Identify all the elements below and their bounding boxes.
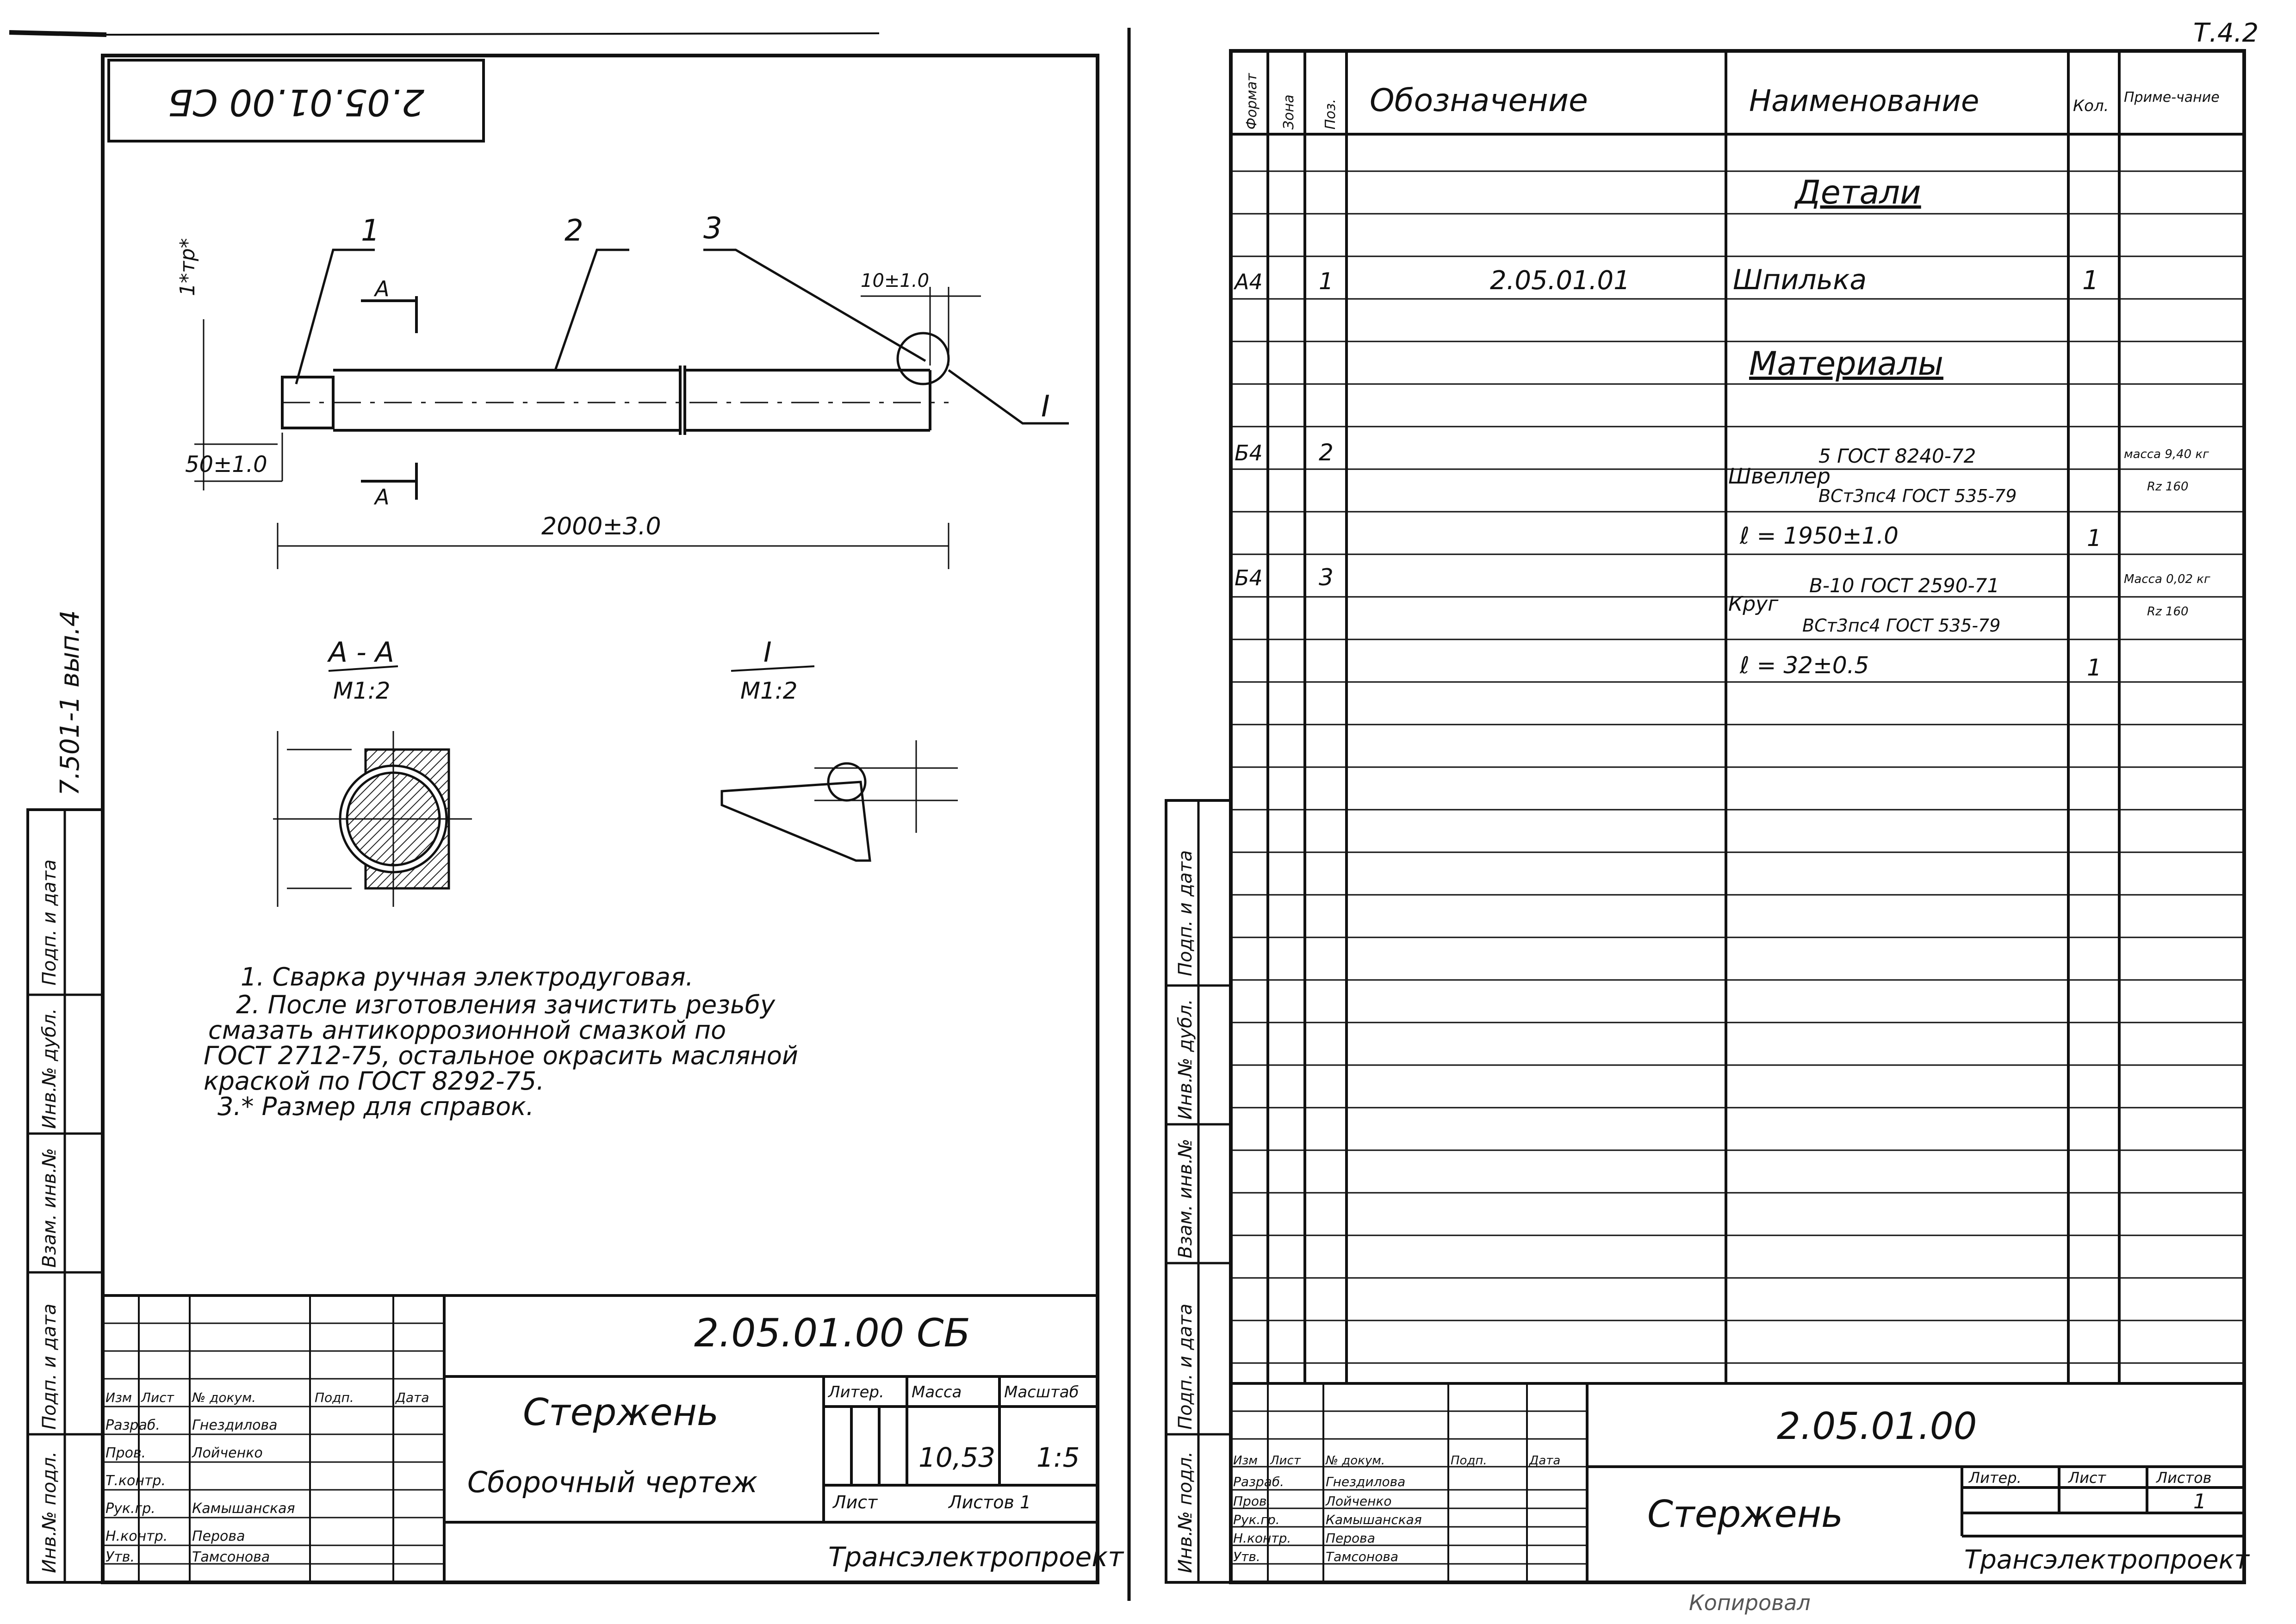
right-side-labels	[1175, 850, 1196, 1573]
svg-text:Изм: Изм	[105, 1390, 132, 1405]
svg-text:Круг: Круг	[1728, 592, 1779, 616]
svg-text:Тамсонова: Тамсонова	[1326, 1549, 1399, 1564]
svg-text:Рук.гр.: Рук.гр.	[1233, 1512, 1280, 1527]
svg-text:Разраб.: Разраб.	[1233, 1474, 1285, 1489]
svg-text:2: 2	[1319, 439, 1334, 466]
spec-row	[1233, 264, 2099, 296]
svg-text:Дата: Дата	[1529, 1454, 1561, 1468]
right-tb-org: Трансэлектропроект	[1964, 1545, 2250, 1575]
svg-text:Перова: Перова	[192, 1528, 245, 1544]
svg-text:Инв.№ подл.: Инв.№ подл.	[39, 1451, 60, 1573]
section-mark-top: А	[375, 276, 390, 301]
note-line: смазать антикоррозионной смазкой по	[208, 1016, 726, 1045]
left-tb-mass: 10,53	[918, 1442, 996, 1473]
dim-weld: 10±1.0	[861, 270, 930, 291]
svg-text:№ докум.: № докум.	[192, 1390, 256, 1405]
right-tb-roles	[1233, 1474, 1291, 1564]
note-line: ГОСТ 2712-75, остальное окрасить масляной	[204, 1041, 798, 1070]
section-mark-bottom: А	[375, 484, 390, 509]
left-tb-doctype: Сборочный чертеж	[467, 1465, 758, 1499]
svg-text:Наименование: Наименование	[1749, 84, 1980, 118]
right-tb-people	[1325, 1474, 1422, 1564]
left-tb-code: 2.05.01.00 СБ	[694, 1310, 971, 1356]
left-tb-headers	[105, 1390, 429, 1405]
note-line: 3.* Размер для справок.	[217, 1092, 534, 1121]
svg-text:Кол.: Кол.	[2073, 97, 2109, 115]
right-tb-code: 2.05.01.00	[1777, 1405, 1977, 1448]
svg-text:А4: А4	[1235, 269, 1263, 294]
note-line: 2. После изготовления зачистить резьбу	[236, 990, 776, 1019]
svg-text:Подп. и дата: Подп. и дата	[1175, 1303, 1196, 1430]
svg-text:Подп. и дата: Подп. и дата	[39, 859, 60, 986]
svg-text:ВСт3пс4 ГОСТ 535-79: ВСт3пс4 ГОСТ 535-79	[1818, 486, 2017, 506]
svg-text:5 ГОСТ 8240-72: 5 ГОСТ 8240-72	[1818, 445, 1976, 467]
svg-text:Разраб.: Разраб.	[105, 1417, 160, 1433]
svg-text:Подп. и дата: Подп. и дата	[1175, 850, 1196, 976]
note-line: 1. Сварка ручная электродуговая.	[241, 962, 694, 992]
svg-text:Инв.№ дубл.: Инв.№ дубл.	[39, 1008, 60, 1129]
svg-text:Лист: Лист	[1270, 1454, 1301, 1468]
svg-text:Подп. и дата: Подп. и дата	[39, 1303, 60, 1430]
svg-text:Утв.: Утв.	[105, 1549, 135, 1565]
svg-text:3: 3	[1319, 564, 1334, 591]
left-side-labels	[39, 860, 60, 1573]
svg-text:Формат: Формат	[1244, 73, 1260, 130]
svg-text:Т.контр.: Т.контр.	[105, 1473, 166, 1489]
svg-text:Инв.№ дубл.: Инв.№ дубл.	[1175, 999, 1196, 1120]
svg-text:Пров.: Пров.	[1233, 1494, 1271, 1509]
spec-table-grid	[1231, 51, 2244, 1383]
spec-row	[1235, 439, 2209, 506]
svg-text:1: 1	[2087, 654, 2102, 681]
right-tb-sheet: Лист	[2068, 1469, 2106, 1487]
section-scale: М1:2	[333, 677, 391, 704]
right-tb-litera: Литер.	[1969, 1469, 2022, 1487]
svg-text:ℓ = 32±0.5: ℓ = 32±0.5	[1740, 652, 1869, 679]
svg-text:Пров.: Пров.	[105, 1445, 146, 1461]
svg-text:Гнездилова: Гнездилова	[192, 1417, 278, 1433]
spec-row	[1739, 652, 2102, 681]
corner-mark: Т.4.2	[2193, 18, 2259, 48]
svg-text:Дата: Дата	[396, 1390, 429, 1405]
right-tb-name: Стержень	[1647, 1493, 1843, 1536]
detail-scale: М1:2	[740, 677, 798, 704]
right-tb-headers	[1233, 1454, 1560, 1468]
svg-text:Rz 160: Rz 160	[2147, 480, 2189, 494]
svg-text:1: 1	[2082, 266, 2099, 296]
svg-text:Н.контр.: Н.контр.	[105, 1528, 168, 1544]
spec-headers	[1244, 73, 2220, 130]
left-tb-sheets: Листов 1	[949, 1492, 1031, 1512]
svg-text:Зона: Зона	[1281, 94, 1297, 130]
leader-2: 2	[565, 214, 583, 248]
left-tb-mass-label: Масса	[912, 1383, 962, 1401]
left-tb-name: Стержень	[523, 1391, 719, 1434]
dim-total: 2000±3.0	[541, 513, 661, 540]
dim-sym: 1*тр*	[176, 238, 199, 296]
svg-text:Перова: Перова	[1326, 1531, 1375, 1546]
svg-text:ВСт3пс4 ГОСТ 535-79: ВСт3пс4 ГОСТ 535-79	[1802, 615, 2001, 636]
leader-3: 3	[703, 211, 722, 246]
svg-text:Утв.: Утв.	[1233, 1549, 1260, 1564]
svg-text:Подп.: Подп.	[1451, 1454, 1487, 1468]
rotated-code: 2.05.01.00 СБ	[168, 81, 425, 123]
svg-text:Рук.гр.: Рук.гр.	[105, 1500, 155, 1517]
leader-1: 1	[361, 214, 380, 248]
svg-text:Лойченко: Лойченко	[192, 1445, 263, 1461]
svg-text:Лист: Лист	[141, 1390, 174, 1405]
svg-text:Обозначение: Обозначение	[1370, 82, 1588, 119]
notes	[204, 962, 798, 1121]
side-stamp: 7.501-1 вып.4	[55, 610, 85, 796]
svg-text:Камышанская: Камышанская	[192, 1500, 295, 1517]
svg-text:В-10 ГОСТ 2590-71: В-10 ГОСТ 2590-71	[1809, 574, 2000, 597]
svg-text:Приме-чание: Приме-чание	[2124, 89, 2220, 105]
svg-text:Взам. инв.№: Взам. инв.№	[39, 1148, 60, 1268]
svg-text:Н.контр.: Н.контр.	[1233, 1531, 1291, 1546]
svg-text:масса 9,40 кг: масса 9,40 кг	[2124, 447, 2209, 461]
svg-text:Инв.№ подл.: Инв.№ подл.	[1175, 1451, 1196, 1573]
svg-text:№ докум.: № докум.	[1326, 1454, 1385, 1468]
svg-text:Масса 0,02 кг: Масса 0,02 кг	[2124, 572, 2210, 586]
svg-text:Взам. инв.№: Взам. инв.№	[1175, 1139, 1196, 1258]
spec-row	[1235, 564, 2210, 636]
svg-text:1: 1	[1319, 268, 1334, 295]
section-materials: Материалы	[1749, 345, 1943, 383]
left-tb-people	[192, 1417, 295, 1565]
svg-text:Rz 160: Rz 160	[2147, 605, 2189, 619]
left-tb-litera: Литер.	[828, 1383, 884, 1401]
svg-text:Изм: Изм	[1233, 1454, 1258, 1468]
svg-text:ℓ = 1950±1.0: ℓ = 1950±1.0	[1740, 522, 1899, 549]
spec-table-rows	[1231, 171, 2244, 1363]
note-line: краской по ГОСТ 8292-75.	[204, 1066, 545, 1096]
svg-text:Б4: Б4	[1235, 440, 1263, 465]
svg-text:2.05.01.01: 2.05.01.01	[1490, 266, 1630, 296]
section-title: А - А	[329, 636, 394, 669]
left-tb-scale: 1:5	[1036, 1442, 1080, 1473]
svg-text:Камышанская: Камышанская	[1326, 1512, 1422, 1527]
svg-text:Б4: Б4	[1235, 565, 1263, 590]
svg-text:Шпилька: Шпилька	[1733, 264, 1867, 296]
section-details: Детали	[1795, 174, 1921, 211]
svg-text:Лойченко: Лойченко	[1326, 1494, 1392, 1509]
svg-text:1: 1	[2087, 525, 2102, 552]
left-tb-sheet: Лист	[833, 1492, 878, 1512]
svg-text:Гнездилова: Гнездилова	[1326, 1474, 1406, 1489]
detail-title: I	[763, 636, 772, 669]
svg-text:Подп.: Подп.	[315, 1390, 354, 1405]
footer-copied: Копировал	[1689, 1590, 1811, 1615]
right-tb-sheet-count: 1	[2193, 1490, 2206, 1513]
spec-row	[1739, 522, 2102, 552]
svg-text:Тамсонова: Тамсонова	[192, 1549, 270, 1565]
left-tb-scale-label: Масштаб	[1004, 1383, 1079, 1401]
svg-text:Швеллер: Швеллер	[1728, 464, 1831, 489]
left-tb-org: Трансэлектропроект	[828, 1541, 1124, 1573]
left-tb-roles	[105, 1417, 168, 1565]
leader-view-i: I	[1041, 390, 1050, 424]
right-tb-sheets: Листов	[2156, 1469, 2212, 1487]
dim-thread: 50±1.0	[185, 452, 267, 477]
svg-text:Поз.: Поз.	[1322, 99, 1339, 130]
